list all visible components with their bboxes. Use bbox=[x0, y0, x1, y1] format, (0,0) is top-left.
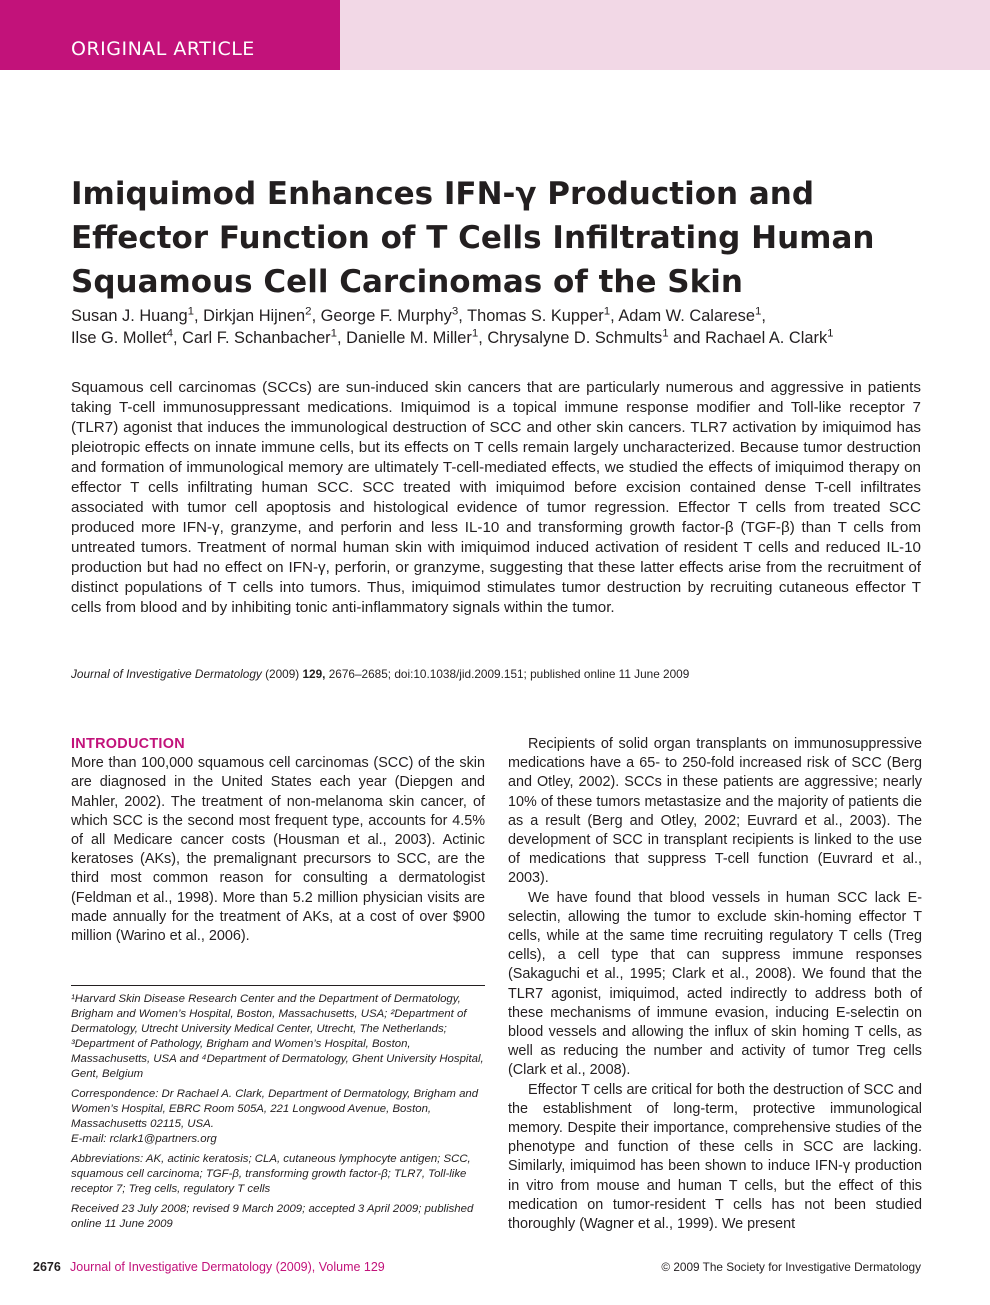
author-list: Susan J. Huang$^1$, Dirkjan Hijnen$^2$, George F. Murphy$^3$, Thomas S. Kupper$^1$, Adam W. Calarese$^1$, Ilse G. Mollet$^4$, Carl F. Schanbacher$^1$, Danielle M. Miller$^1$, Chrysalyne D. Schmults$^1$ and Rachael A. Clark$^1$ bbox=[71, 305, 834, 347]
author-affiliation-mark: 2 bbox=[305, 305, 312, 318]
author-affiliation-mark: 1 bbox=[187, 305, 195, 318]
citation-details: 2676–2685; doi:10.1038/jid.2009.151; published online 11 June 2009 bbox=[328, 667, 690, 681]
footnote-email: E-mail: rclark1@partners.org bbox=[71, 1133, 217, 1145]
author-name: Rachael A. Clark bbox=[705, 329, 828, 347]
footer-copyright: © 2009 The Society for Investigative Dermatology bbox=[661, 1260, 921, 1274]
author-name: Carl F. Schanbacher bbox=[182, 329, 331, 347]
footer-journal-info: Journal of Investigative Dermatology (2009), Volume 129 bbox=[70, 1260, 385, 1274]
author-name: Danielle M. Miller bbox=[346, 329, 472, 347]
article-type-banner bbox=[0, 0, 340, 70]
article-title: Imiquimod Enhances IFN-γ Production and Effector Function of T Cells Infiltrating Human Squamous Cell Carcinomas of the Skin bbox=[71, 176, 875, 300]
body-column-right bbox=[508, 735, 922, 1234]
footnote-abbreviations: Abbreviations: AK, actinic keratosis; CLA, cutaneous lymphocyte antigen; SCC, squamous cell carcinoma; TGF-β, transforming growth factor-β; TLR7, Toll-like receptor 7; Treg cells, regulatory T cells bbox=[71, 1153, 471, 1195]
author-name: Adam W. Calarese bbox=[618, 307, 755, 325]
banner-accent-bar bbox=[340, 0, 990, 70]
author-affiliation-mark: 1 bbox=[662, 327, 669, 340]
author-affiliation-mark: 1 bbox=[754, 305, 762, 318]
author-affiliation-mark: 1 bbox=[603, 305, 611, 318]
article-type-label: ORIGINAL ARTICLE bbox=[71, 38, 255, 60]
author-name: Susan J. Huang bbox=[71, 307, 188, 325]
author-name: George F. Murphy bbox=[320, 307, 452, 325]
footnote-affiliations: ¹Harvard Skin Disease Research Center and the Department of Dermatology, Brigham and Women’s Hospital, Boston, Massachusetts, USA; ²Department of Dermatology, Utrecht University Medical Center, Utrecht, The Netherlands; ³Department of Pathology, Brigham and Women’s Hospital, Boston, Massachusetts, USA and ⁴Department of Dermatology, Ghent University Hospital, Gent, Belgium bbox=[71, 993, 484, 1080]
author-affiliation-mark: 1 bbox=[330, 327, 338, 340]
page-number: 2676 bbox=[33, 1260, 61, 1274]
author-name: Ilse G. Mollet bbox=[71, 329, 167, 347]
body-column-left bbox=[71, 735, 485, 946]
citation-volume: 129, bbox=[302, 667, 326, 681]
author-name: Chrysalyne D. Schmults bbox=[487, 329, 663, 347]
citation-year: (2009) bbox=[265, 667, 300, 681]
footnotes bbox=[71, 985, 485, 1237]
citation-journal: Journal of Investigative Dermatology bbox=[71, 667, 262, 681]
author-name: Dirkjan Hijnen bbox=[203, 307, 306, 325]
author-affiliation-mark: 4 bbox=[166, 327, 174, 340]
citation-line bbox=[71, 667, 931, 682]
body-paragraph: Effector T cells are critical for both the destruction of SCC and the establishment of long-term, protective immunological memory. Despite their importance, comprehensive studies of the phenotype and function of these cells in SCC are lacking. Similarly, imiquimod has been shown to induce IFN-γ production in vitro from mouse and human T cells, but the effect of this medication on tumor-resident T cells has not been studied thoroughly (Wagner et al., 1999). We present bbox=[508, 1081, 922, 1233]
footnote-correspondence: Correspondence: Dr Rachael A. Clark, Department of Dermatology, Brigham and Women’s Hospital, EBRC Room 505A, 221 Longwood Avenue, Boston, Massachusetts 02115, USA. bbox=[71, 1088, 479, 1130]
author-affiliation-mark: 3 bbox=[451, 305, 459, 318]
section-heading-introduction: INTRODUCTION bbox=[71, 736, 185, 752]
abstract: Squamous cell carcinomas (SCCs) are sun-induced skin cancers that are particularly numerous and aggressive in patients taking T-cell immunosuppressant medications. Imiquimod is a topical immune response modifier and Toll-like receptor 7 (TLR7) agonist that induces the immunological destruction of SCC and other skin cancers. TLR7 activation by imiquimod has pleiotropic effects on innate immune cells, but its effects on T cells remain largely uncharacterized. Because tumor destruction and formation of immunological memory are ultimately T-cell-mediated effects, we studied the effects of imiquimod therapy on effector T cells infiltrating human SCC. SCC treated with imiquimod before excision contained dense T-cell infiltrates associated with tumor cell apoptosis and histological evidence of tumor regression. Effector T cells from treated SCC produced more IFN-γ, granzyme, and perforin and less IL-10 and transforming growth factor-β (TGF-β) than T cells from untreated tumors. Treatment of normal human skin with imiquimod induced activation of resident T cells and reduced IL-10 production but had no effect on IFN-γ, perforin, or granzyme, suggesting that these latter effects arise from the recruitment of distinct populations of T cells into tumors. Thus, imiquimod stimulates tumor destruction by recruiting cutaneous effector T cells from blood and by inhibiting tonic anti-inflammatory signals within the tumor. bbox=[71, 379, 921, 616]
author-affiliation-mark: 1 bbox=[827, 327, 834, 340]
body-paragraph: Recipients of solid organ transplants on immunosuppressive medications have a 65- to 250-fold increased risk of SCC (Berg and Otley, 2002). SCCs in these patients are aggressive; nearly 10% of these tumors metastasize and the majority of patients die as a result (Berg and Otley, 2002; Euvrard et al., 2003). The development of SCC in transplant recipients is linked to the use of medications that suppress T-cell function (Euvrard et al., 2003). bbox=[508, 736, 922, 887]
footnote-received: Received 23 July 2008; revised 9 March 2009; accepted 3 April 2009; published online 11 June 2009 bbox=[71, 1203, 474, 1230]
author-name: Thomas S. Kupper bbox=[467, 307, 604, 325]
body-paragraph: More than 100,000 squamous cell carcinomas (SCC) of the skin are diagnosed in the United States each year (Diepgen and Mahler, 2002). The treatment of non-melanoma skin cancer, of which SCC is the second most frequent type, accounts for 4.5% of all Medicare cancer costs (Housman et al., 2003). Actinic keratoses (AKs), the premalignant precursors to SCC, are the third most common reason for consulting a dermatologist (Feldman et al., 1998). More than 5.2 million physician visits are made annually for the treatment of AKs, at a cost of over $900 million (Warino et al., 2006). bbox=[71, 755, 485, 945]
body-paragraph: We have found that blood vessels in human SCC lack E-selectin, allowing the tumor to exclude skin-homing effector T cells, while at the same time recruiting regulatory T cells (Treg cells), a cell type that can suppress immune responses (Sakaguchi et al., 1995; Clark et al., 2008). We found that the TLR7 agonist, imiquimod, acted indirectly to address both of these mechanisms of immune evasion, inducing E-selectin on blood vessels and allowing the influx of skin homing T cells, as well as reducing the number and activity of tumor Treg cells (Clark et al., 2008). bbox=[508, 889, 922, 1079]
author-affiliation-mark: 1 bbox=[471, 327, 479, 340]
